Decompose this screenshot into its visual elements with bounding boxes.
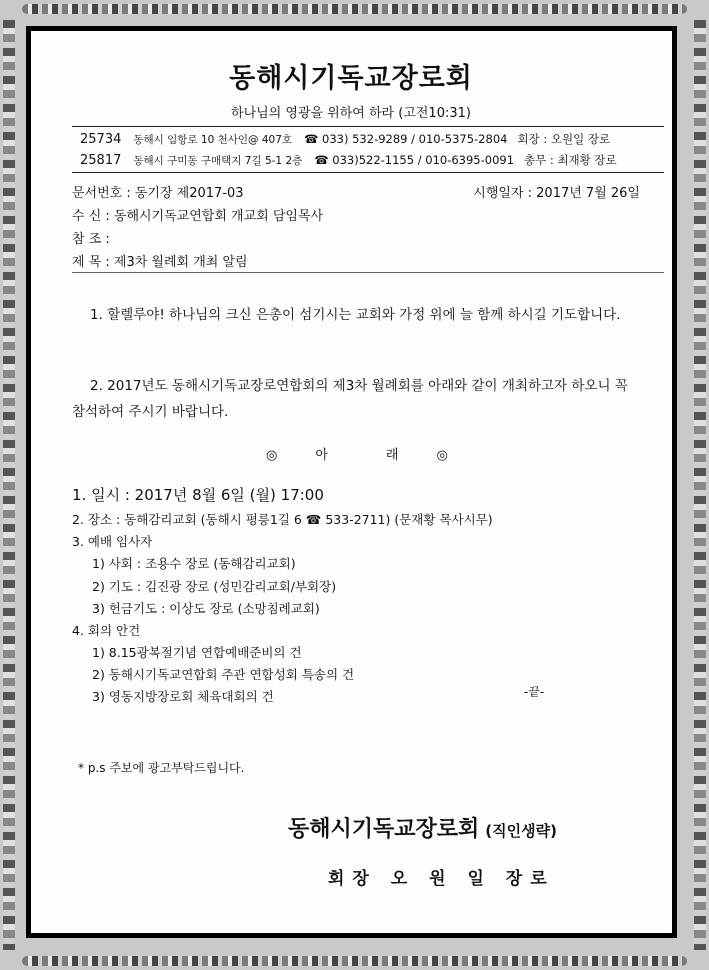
ahrae-heading (266, 444, 486, 463)
address-block (72, 126, 664, 173)
detail-worship-host: 1) 사회 : 조용수 장로 (동해감리교회) (92, 556, 296, 571)
frame-left-border (3, 20, 15, 950)
recipient: 수 신 : 동해시기독교연합회 개교회 담임목사 (72, 209, 324, 224)
document-page (36, 36, 666, 930)
circle-mark-icon: ◎ (266, 448, 280, 463)
zip-code: 25734 (80, 132, 122, 147)
doc-number: 문서번호 : 동기장 제2017-03 (72, 186, 244, 201)
detail-agenda-3: 3) 영동지방장로회 체육대회의 건 (92, 689, 274, 704)
end-mark: -끝- (524, 685, 545, 699)
detail-datetime: 1. 일시 : 2017년 8월 6일 (월) 17:00 (72, 486, 324, 504)
address-line-president (80, 131, 610, 147)
detail-agenda-2: 2) 동해시기독교연합회 주관 연합성회 특송의 건 (92, 667, 355, 682)
detail-worship-prayer: 2) 기도 : 김진광 장로 (성민감리교회/부회장) (92, 579, 337, 594)
role-text: 회장 : 오원일 장로 (517, 132, 611, 146)
detail-worship-heading: 3. 예배 임사자 (72, 534, 153, 549)
signature-name: 회장 오 원 일 장로 (328, 869, 555, 889)
detail-agenda-heading: 4. 회의 안건 (72, 623, 141, 638)
phone-text: ☎ 033) 532-9289 / 010-5375-2804 (304, 132, 508, 146)
subject: 제 목 : 제3차 월례회 개최 알림 (72, 255, 248, 270)
org-title: 동해시기독교장로회 (229, 63, 473, 94)
frame-bottom-border (22, 956, 687, 966)
circle-mark-icon: ◎ (436, 448, 450, 463)
detail-location: 2. 장소 : 동해감리교회 (동해시 평릉1길 6 ☎ 533-2711) (문재황 목사시무) (72, 512, 493, 527)
phone-text: ☎ 033)522-1155 / 010-6395-0091 (314, 153, 515, 167)
role-text: 총무 : 최재황 장로 (524, 153, 617, 167)
ahrae-char-a: 아 (315, 448, 330, 463)
divider (72, 272, 664, 273)
seal-note: (직인생략) (485, 822, 557, 840)
body-paragraph-1: 1. 할렐루야! 하나님의 크신 은총이 섬기시는 교회와 가정 위에 늘 함께 하시길 기도합니다. (90, 307, 621, 323)
frame-right-border (694, 20, 706, 950)
detail-worship-offering: 3) 헌금기도 : 이상도 장로 (소망침례교회) (92, 601, 320, 616)
postscript: * p.s 주보에 광고부탁드립니다. (78, 761, 245, 775)
reference: 참 조 : (72, 232, 110, 247)
frame-top-border (22, 4, 687, 14)
address-text: 동해시 구미동 구매택지 7길 5-1 2층 (133, 155, 303, 167)
org-subtitle: 하나님의 영광을 위하여 하라 (고전10:31) (231, 106, 471, 121)
signature-org-name: 동해시기독교장로회 (288, 817, 480, 842)
signature-org (288, 812, 557, 843)
body-paragraph-2: 2. 2017년도 동해시기독교장로연합회의 제3차 월례회를 아래와 같이 개최하고자 하오니 꼭 참석하여 주시기 바랍니다. (72, 378, 628, 420)
detail-agenda-1: 1) 8.15광복절기념 연합예배준비의 건 (92, 645, 302, 660)
ahrae-char-rae: 래 (385, 448, 401, 463)
address-text: 동해시 임항로 10 천사인@ 407호 (133, 134, 293, 146)
address-line-secretary (80, 152, 617, 168)
zip-code: 25817 (80, 153, 122, 168)
issue-date: 시행일자 : 2017년 7월 26일 (473, 186, 640, 201)
